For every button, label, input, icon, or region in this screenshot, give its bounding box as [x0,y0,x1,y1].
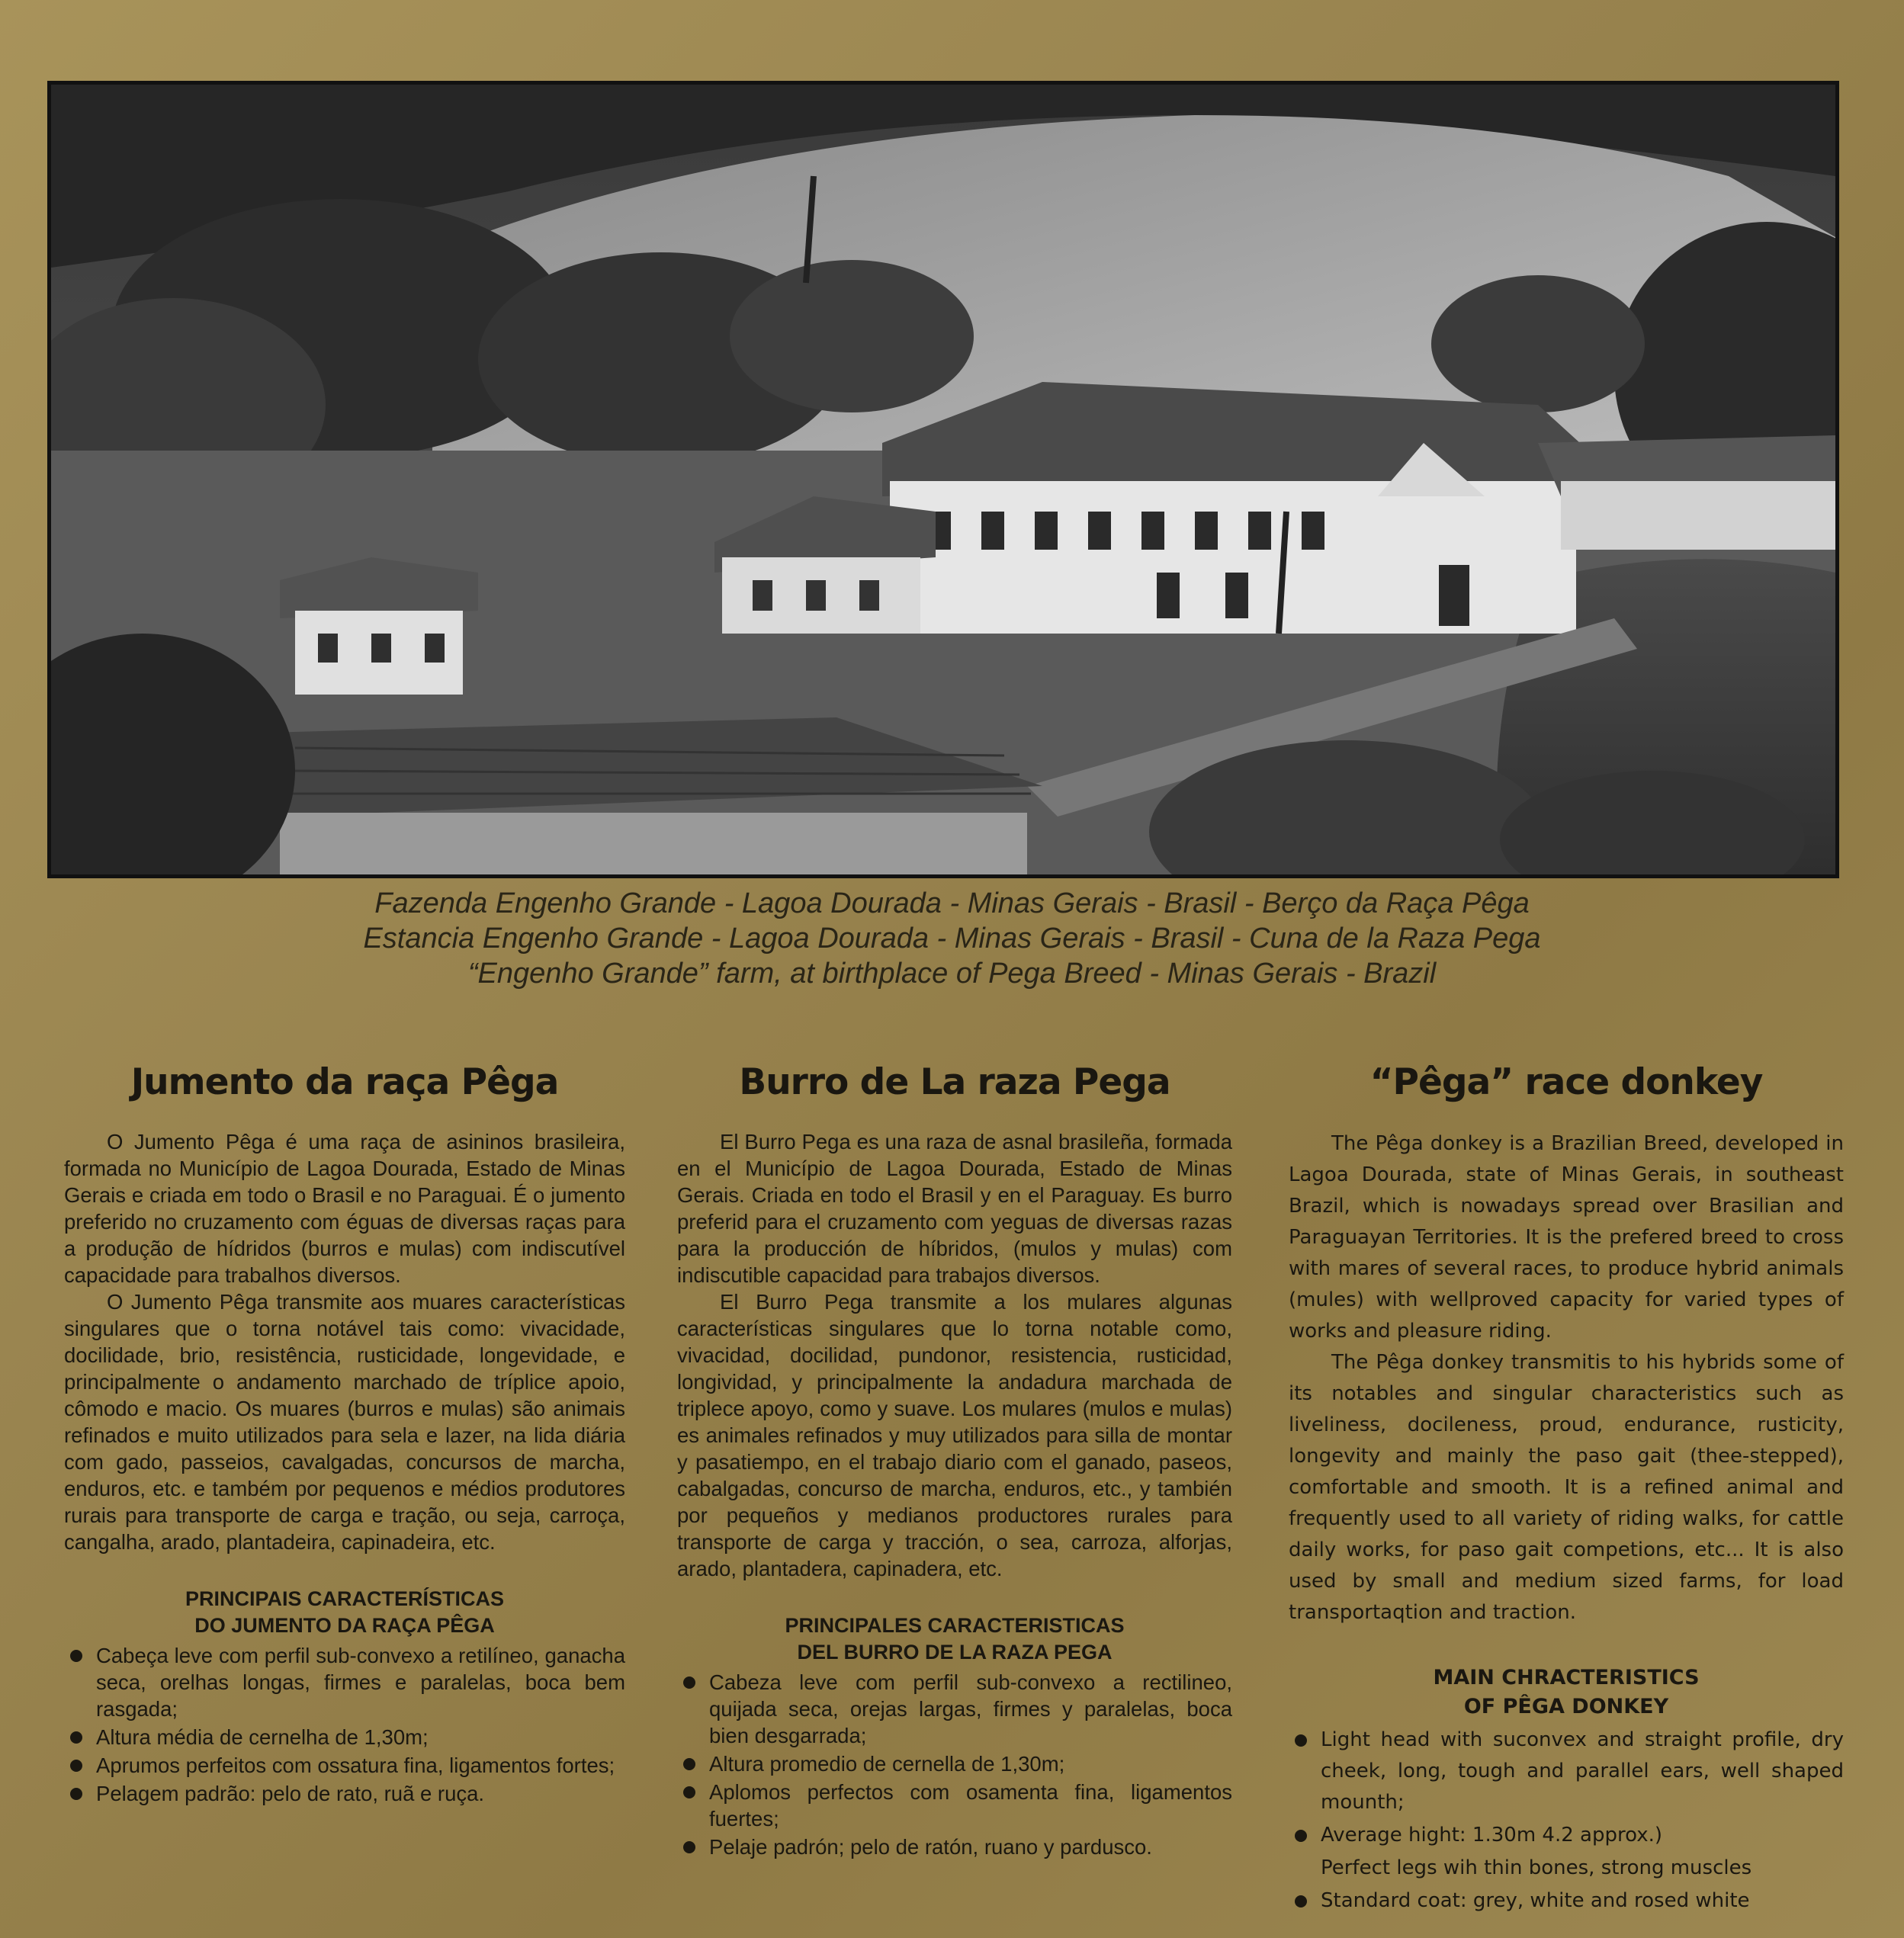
title-es: Burro de La raza Pega [739,1061,1170,1103]
bullet-icon [1295,1895,1307,1908]
subtitle-pt-line-1: PRINCIPAIS CARACTERÍSTICAS [185,1587,505,1610]
list-item [64,1642,625,1722]
paragraph-es-2: El Burro Pega transmite a los mulares algunas características singulares que lo torna notable como, vivacidad, docilidad, pundonor, resistencia, rusticidad, longividad, y principalmente la andadura marchada de triplece apoyo, como y suave. Los mulares (mulos e mulas) es animales refinados y muy utilizados para silla de montar y pasatiempo, en el trabajo diario com el ganado, paseos, cabalgadas, concurso de marcha, enduros, etc., y también por pequeños y medianos productores rurales para transporte de carga y tracción, o sea, carroza, alforjas, arado, plantadera, capinadera, etc. [677,1290,1232,1580]
list-item-text: Light head with suconvex and straight profile, dry cheek, long, tough and parallel ears, well shaped mounth; [1321,1728,1844,1814]
bullet-icon [70,1731,82,1744]
subtitle-es-line-2: DEL BURRO DE LA RAZA PEGA [797,1641,1113,1664]
photo-caption [0,886,1904,991]
list-item-text: Aplomos perfectos com osamenta fina, ligamentos fuertes; [709,1780,1232,1831]
paragraph-pt-2: O Jumento Pêga transmite aos muares características singulares que o torna notável tais como: vivacidade, docilidade, brio, resistência, rusticidade, longevidade, e principalmente o andamento marchado de tríplice apoio, cômodo e macio. Os muares (burros e mulas) são animais refinados e muito utilizados para sela e lazer, na lida diária com gado, passeios, cavalgadas, concursos de marcha, enduros, etc. e também por pequenos e médios produtores rurais para transporte de carga e tração, ou seja, carroça, cangalha, arado, plantadeira, capinadeira, etc. [64,1290,625,1554]
list-item-text: Altura promedio de cernella de 1,30m; [709,1752,1065,1776]
list-item-text: Cabeça leve com perfil sub-convexo a retilíneo, ganacha seca, orelhas longas, firmes e paralelas, boca bem rasgada; [96,1644,625,1721]
column-english [1289,1060,1844,1918]
list-item [64,1752,625,1779]
list-item-text: Cabeza leve com perfil sub-convexo a rectilineo, quijada seca, orejas largas, firmes y paralelas, boca bien desgarrada; [709,1670,1232,1747]
column-spanish [677,1060,1232,1862]
bullet-icon [1295,1830,1307,1842]
list-item [677,1669,1232,1749]
list-item [1289,1820,1844,1851]
list-item [64,1724,625,1750]
farm-photo-icon [51,85,1835,874]
list-item-text: Pelagem padrão: pelo de rato, ruã e ruça. [96,1782,485,1805]
bullet-icon [683,1758,695,1770]
list-item-text: Perfect legs wih thin bones, strong muscles [1321,1856,1752,1879]
farm-photo [47,81,1839,878]
list-item [64,1780,625,1807]
bullet-icon [70,1650,82,1662]
bullet-icon [70,1788,82,1800]
paragraph-en-1: The Pêga donkey is a Brazilian Breed, developed in Lagoa Dourada, state of Minas Gerais, in southeast Brazil, which is nowadays spread over Brasilian and Paraguayan Territories. It is the prefered breed to cross with mares of several races, to produce hybrid animals (mules) with wellproved capacity for varied types of works and pleasure riding. [1289,1132,1844,1343]
list-item-text: Pelaje padrón; pelo de ratón, ruano y pardusco. [709,1835,1152,1859]
bullet-icon [1295,1734,1307,1747]
title-en: “Pêga” race donkey [1369,1061,1763,1103]
subtitle-en [1289,1664,1844,1721]
bullet-icon [683,1786,695,1798]
subtitle-pt [64,1586,625,1639]
characteristics-list-en [1289,1725,1844,1917]
subtitle-en-line-2: OF PÊGA DONKEY [1463,1695,1669,1718]
list-item-text: Average hight: 1.30m 4.2 approx.) [1321,1824,1662,1847]
paragraph-en-2: The Pêga donkey transmitis to his hybrids some of its notables and singular characteristics such as liveliness, docileness, proud, endurance, rusticity, longevity and mainly the paso gait (thee-stepped), comfortable and smooth. It is a refined animal and frequently used to all variety of riding walks, for cattle daily works, for paso gait competions, etc... It is also used by small and medium sized farms, for load transportaqtion and traction. [1289,1351,1844,1624]
list-item [1289,1885,1844,1917]
paragraph-pt-1: O Jumento Pêga é uma raça de asininos brasileira, formada no Município de Lagoa Dourada, Estado de Minas Gerais e criada em todo o Brasil e no Paraguai. É o jumento preferido no cruzamento com éguas de diversas raças para a produção de hídridos (burros e mulas) com indiscutível capacidade para trabalhos diversos. [64,1130,625,1287]
list-item-text: Altura média de cernelha de 1,30m; [96,1725,429,1749]
subtitle-en-line-1: MAIN CHRACTERISTICS [1433,1666,1700,1689]
caption-line-es: Estancia Engenho Grande - Lagoa Dourada - Minas Gerais - Brasil - Cuna de la Raza Pega [363,922,1541,955]
subtitle-es-line-1: PRINCIPALES CARACTERISTICAS [785,1614,1125,1637]
title-pt: Jumento da raça Pêga [130,1061,559,1103]
bullet-icon [683,1841,695,1853]
list-item-text: Aprumos perfeitos com ossatura fina, ligamentos fortes; [96,1754,615,1777]
subtitle-pt-line-2: DO JUMENTO DA RAÇA PÊGA [194,1614,495,1637]
subtitle-es [677,1612,1232,1666]
caption-line-en: “Engenho Grande” farm, at birthplace of Pega Breed - Minas Gerais - Brazil [467,958,1437,990]
paragraph-es-1: El Burro Pega es una raza de asnal brasileña, formada en el Município de Lagoa Dourada, Estado de Minas Gerais. Criada en todo el Brasil y en el Paraguay. Es burro preferid para el cruzamento com yeguas de diversas razas para la producción de híbridos, (mulos y mulas) com indiscutible capacidad para trabajos diversos. [677,1130,1232,1287]
bullet-icon [70,1760,82,1772]
characteristics-list-es [677,1669,1232,1860]
bullet-icon [683,1676,695,1689]
caption-line-pt: Fazenda Engenho Grande - Lagoa Dourada - Minas Gerais - Brasil - Berço da Raça Pêga [374,887,1530,919]
list-item [677,1779,1232,1832]
list-item [1289,1853,1844,1884]
list-item [677,1750,1232,1777]
column-portuguese [64,1060,625,1808]
list-item [677,1834,1232,1860]
list-item-text: Standard coat: grey, white and rosed white [1321,1889,1750,1912]
list-item [1289,1725,1844,1818]
characteristics-list-pt [64,1642,625,1807]
